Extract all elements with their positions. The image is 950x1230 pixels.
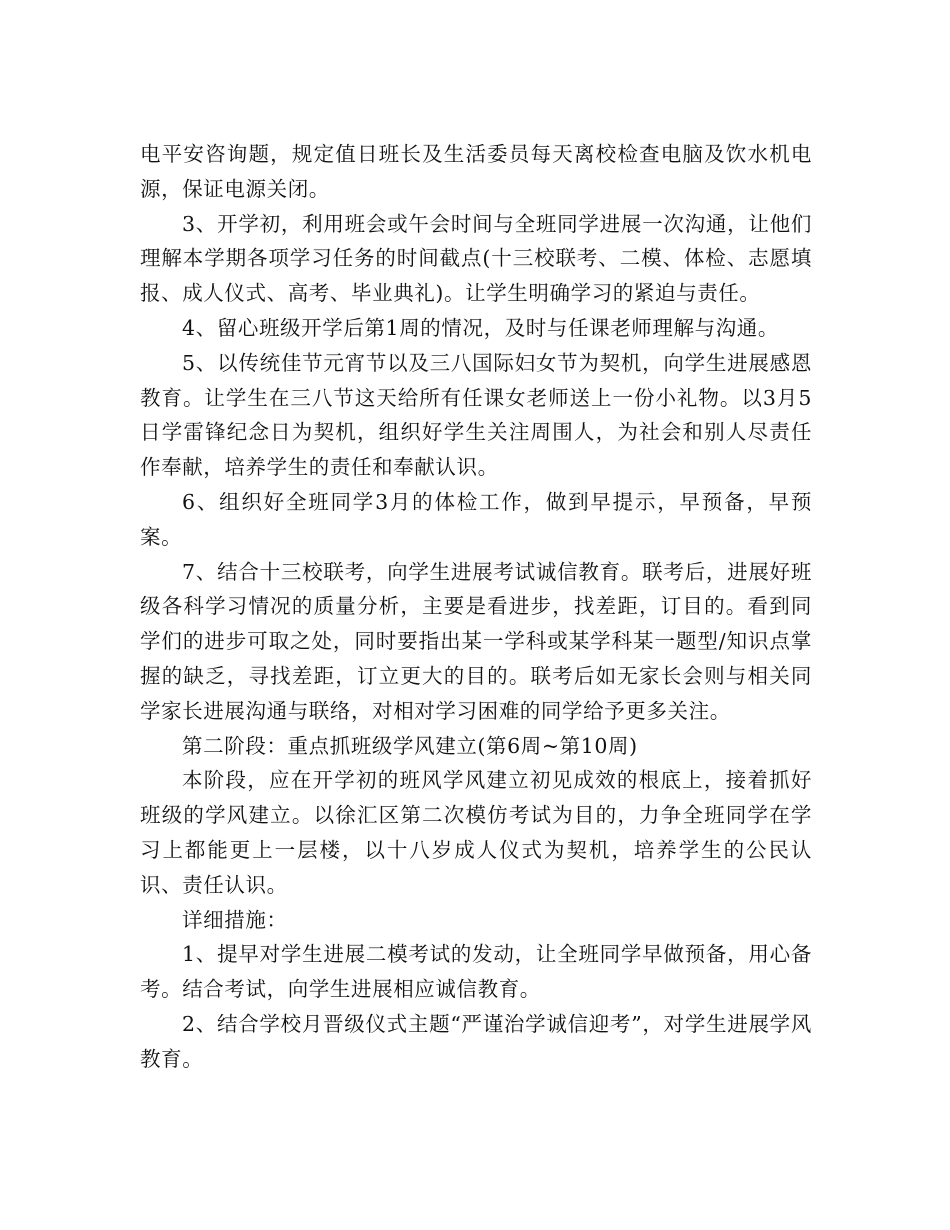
paragraph-item-6: 6、组织好全班同学3月的体检工作，做到早提示，早预备，早预案。 xyxy=(140,489,812,549)
paragraph-item-7: 7、结合十三校联考，向学生进展考试诚信教育。联考后，进展好班级各科学习情况的质量分析，主要是看进步，找差距，订目的。看到同学们的进步可取之处，同时要指出某一学科或某学科某一题型/知识点掌握的缺乏，寻找差距，订立更大的目的。联考后如无家长会则与相关同学家长进展沟通与联络，对相对学习困难的同学给予更多关注。 xyxy=(140,559,812,723)
paragraph-continuation: 电平安咨询题，规定值日班长及生活委员每天离校检查电脑及饮水机电源，保证电源关闭。 xyxy=(140,142,812,201)
paragraph-measure-2: 2、结合学校月晋级仪式主题“严谨治学诚信迎考”，对学生进展学风教育。 xyxy=(140,1011,812,1071)
paragraph-measure-1: 1、提早对学生进展二模考试的发动，让全班同学早做预备，用心备考。结合考试，向学生进展相应诚信教育。 xyxy=(140,942,812,1002)
paragraph-item-5: 5、以传统佳节元宵节以及三八国际妇女节为契机，向学生进展感恩教育。让学生在三八节这天给所有任课女老师送上一份小礼物。以3月5日学雷锋纪念日为契机，组织好学生关注周围人，为社会和别人尽责任作奉献，培养学生的责任和奉献认识。 xyxy=(140,350,812,480)
document-body xyxy=(140,137,812,1077)
paragraph-stage-two-intro: 本阶段，应在开学初的班风学风建立初见成效的根底上，接着抓好班级的学风建立。以徐汇区第二次模仿考试为目的，力争全班同学在学习上都能更上一层楼，以十八岁成人仪式为契机，培养学生的公民认识、责任认识。 xyxy=(140,768,812,897)
section-heading-stage-two: 第二阶段：重点抓班级学风建立(第6周~第10周) xyxy=(182,733,638,758)
paragraph-item-3: 3、开学初，利用班会或午会时间与全班同学进展一次沟通，让他们理解本学期各项学习任务的时间截点(十三校联考、二模、体检、志愿填报、成人仪式、高考、毕业典礼)。让学生明确学习的紧迫与责任。 xyxy=(140,211,812,306)
paragraph-measures-label: 详细措施： xyxy=(182,907,288,932)
paragraph-item-4: 4、留心班级开学后第1周的情况，及时与任课老师理解与沟通。 xyxy=(182,315,779,340)
